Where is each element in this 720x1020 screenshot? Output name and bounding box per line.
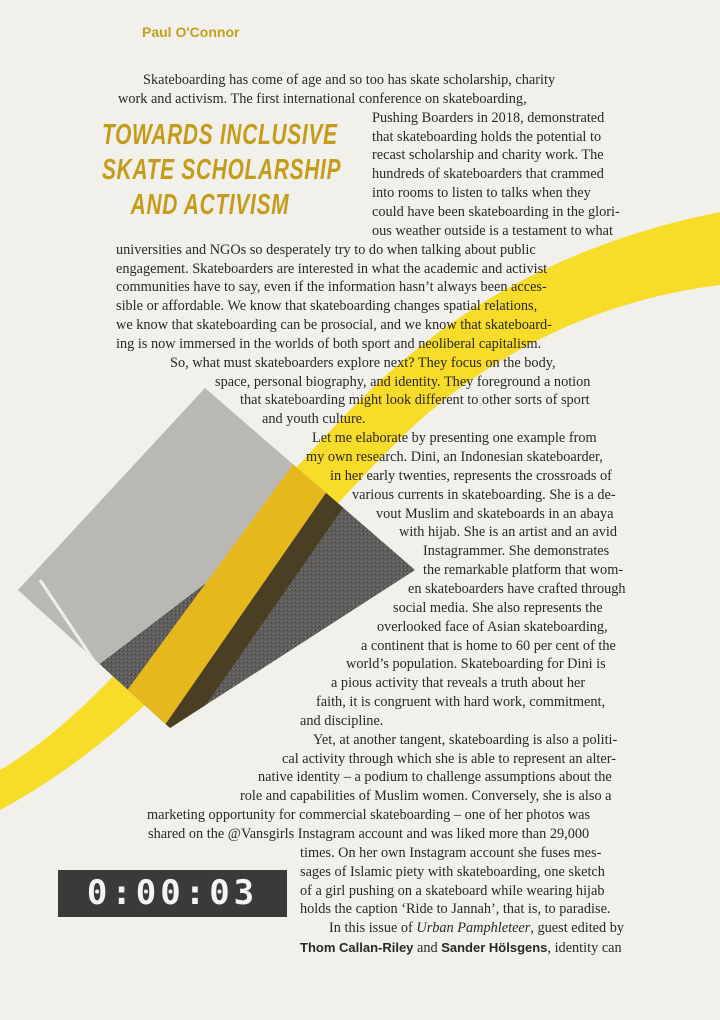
body-line: my own research. Dini, an Indonesian skateboarder, [306, 449, 603, 465]
body-line: shared on the @Vansgirls Instagram account and was liked more than 29,000 [148, 826, 590, 842]
body-line: ous weather outside is a testament to what [372, 222, 614, 239]
body-line: So, what must skateboarders explore next? They focus on the body, [170, 354, 556, 371]
body-line: and youth culture. [262, 411, 366, 428]
author-name: Paul O'Connor [142, 24, 240, 40]
title-line: SKATE SCHOLARSHIP [101, 154, 342, 186]
body-line: communities have to say, even if the information hasn’t always been acces- [116, 279, 547, 296]
text: In this issue of [329, 920, 417, 937]
body-line: social media. She also represents the [393, 599, 603, 616]
body-line: the remarkable platform that wom- [423, 562, 624, 579]
body-line: faith, it is congruent with hard work, commitment, [316, 694, 606, 711]
body-line: hundreds of skateboarders that crammed [372, 166, 604, 183]
body-line: sible or affordable. We know that skateboarding changes spatial relations, [116, 298, 538, 315]
body-line: space, personal biography, and identity. They foreground a notion [215, 373, 591, 390]
body-line: Skateboarding has come of age and so too has skate scholarship, charity [143, 72, 556, 88]
body-line: work and activism. The first international conference on skateboarding, [118, 90, 527, 107]
title-line: TOWARDS INCLUSIVE [101, 119, 338, 151]
body-line: sages of Islamic piety with skateboarding, one sketch [300, 863, 605, 880]
body-line: vout Muslim and skateboards in an abaya [376, 505, 614, 522]
body-line: engagement. Skateboarders are interested in what the academic and activist [116, 260, 548, 277]
body-line: a pious activity that reveals a truth about her [331, 675, 586, 692]
body-line: world’s population. Skateboarding for Dini is [346, 656, 606, 673]
editor-name: Thom Callan-Riley [300, 940, 414, 956]
body-line: Let me elaborate by presenting one example from [312, 430, 597, 447]
body-line: marketing opportunity for commercial skateboarding – one of her photos was [147, 807, 591, 824]
article-title [60, 118, 360, 223]
body-line: holds the caption ‘Ride to Jannah’, that is, to paradise. [300, 901, 611, 918]
body-line: native identity – a podium to challenge assumptions about the [258, 769, 612, 786]
title-line: AND ACTIVISM [130, 189, 290, 221]
body-line: into rooms to listen to talks when they [372, 185, 591, 202]
body-line: in her early twenties, represents the crossroads of [330, 467, 612, 484]
body-line: ing is now immersed in the worlds of both sport and neoliberal capitalism. [116, 335, 542, 352]
body-line: that skateboarding might look different to other sorts of sport [240, 392, 590, 409]
body-line: and discipline. [300, 712, 384, 729]
body-line: role and capabilities of Muslim women. Conversely, she is also a [240, 788, 612, 805]
timer-display: 0:00:03 [58, 870, 287, 917]
body-line-editors-2 [300, 938, 622, 958]
body-line: recast scholarship and charity work. The [372, 147, 604, 164]
body-line: that skateboarding holds the potential to [372, 128, 602, 145]
body-line: en skateboarders have crafted through [408, 580, 626, 597]
editor-name: Sander Hölsgens [441, 940, 548, 956]
publication-name: Urban Pamphleteer [416, 920, 531, 937]
body-line: overlooked face of Asian skateboarding, [377, 618, 608, 635]
text: , identity can [547, 940, 622, 957]
body-line: Yet, at another tangent, skateboarding is also a politi- [313, 731, 618, 748]
body-line: a continent that is home to 60 per cent of the [361, 637, 616, 654]
text: , guest edited by [530, 920, 625, 937]
body-line: Instagrammer. She demonstrates [423, 543, 610, 560]
body-line: of a girl pushing on a skateboard while wearing hijab [300, 882, 605, 899]
body-line: universities and NGOs so desperately try to do when talking about public [116, 241, 536, 258]
body-line: we know that skateboarding can be prosocial, and we know that skateboard- [116, 317, 552, 334]
body-line: cal activity through which she is able to represent an alter- [282, 750, 616, 767]
body-line: various currents in skateboarding. She is a de- [352, 486, 616, 503]
body-line: could have been skateboarding in the glori- [372, 203, 620, 220]
text: and [413, 940, 442, 957]
body-line: times. On her own Instagram account she fuses mes- [300, 844, 602, 861]
body-line: Pushing Boarders in 2018, demonstrated [372, 109, 605, 126]
body-line-editors [329, 919, 624, 938]
body-line: with hijab. She is an artist and an avid [399, 524, 617, 541]
